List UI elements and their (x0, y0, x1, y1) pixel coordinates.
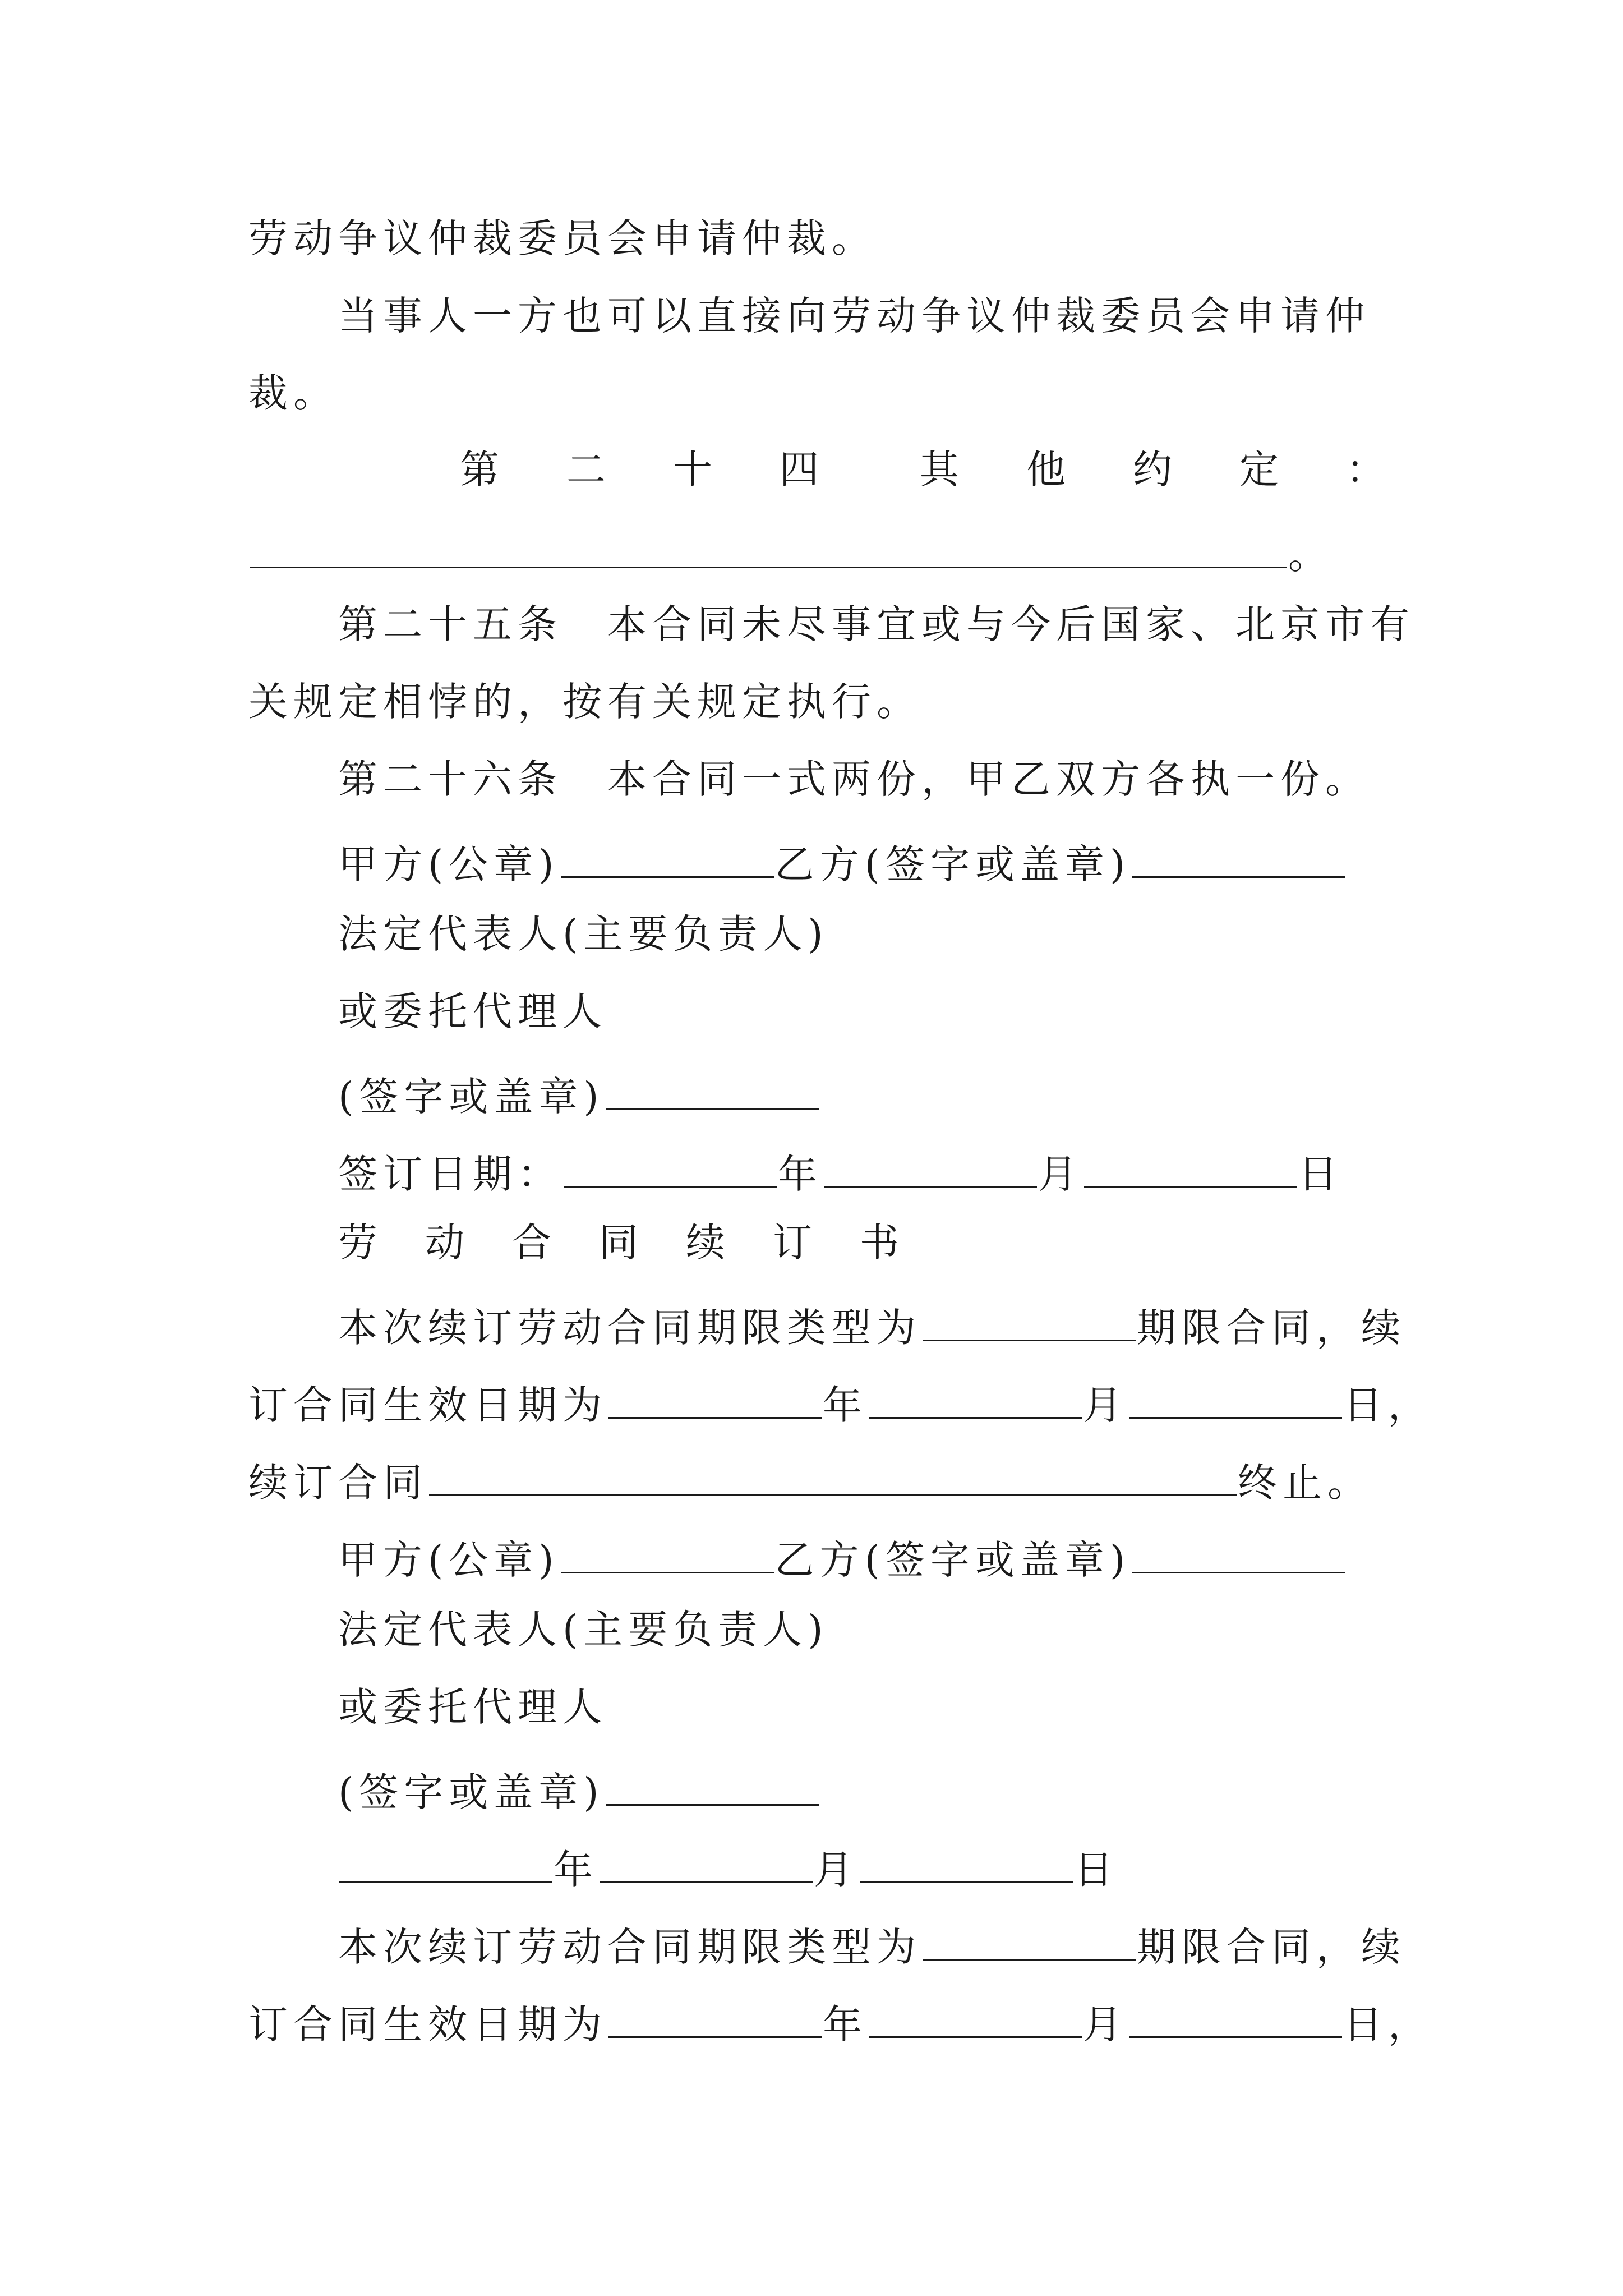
article-25-text: 关规定相悖的，按有关规定执行。 (248, 679, 921, 725)
text-line (338, 756, 1370, 802)
text-line (248, 370, 338, 416)
article-24-char: 他 (1026, 447, 1066, 493)
renewal-title-char: 同 (599, 1220, 638, 1266)
renewal-text: 本次续订劳动合同期限类型为 (338, 1305, 921, 1351)
day-label: 日， (1343, 1382, 1433, 1428)
article-24-char: 十 (673, 447, 712, 493)
party-a-label: 甲方(公章) (338, 1537, 560, 1583)
article-25-text: 第二十五条 本合同未尽事宜或与今后国家、北京市有 (338, 601, 1415, 647)
blank-line (869, 1378, 1082, 1419)
blank-line (1129, 1997, 1342, 2038)
text-line (248, 679, 921, 725)
sign-label: (签字或盖章) (338, 1769, 605, 1815)
renewal-text: 终止。 (1238, 1460, 1372, 1506)
renewal-text: 期限合同，续 (1137, 1924, 1406, 1970)
article-24-char: 其 (920, 447, 959, 493)
text-line (338, 1920, 1406, 1970)
text-line (248, 1997, 1433, 2047)
legal-rep-label: 法定代表人(主要负责人) (338, 1607, 829, 1653)
blank-line (564, 1147, 777, 1188)
renewal-title-char: 订 (773, 1220, 812, 1266)
party-b-label: 乙方(签字或盖章) (774, 1537, 1131, 1583)
year-label: 年 (778, 1151, 823, 1197)
renewal-text: 本次续订劳动合同期限类型为 (338, 1924, 921, 1970)
text-line (338, 988, 607, 1034)
blank-line (1084, 1147, 1297, 1188)
blank-line (600, 1842, 813, 1883)
blank-line (606, 1765, 819, 1806)
signature-line (338, 837, 1346, 887)
month-label: 月 (814, 1847, 859, 1893)
blank-line (1132, 837, 1345, 878)
blank-line (561, 837, 774, 878)
blank-line (561, 1533, 774, 1573)
text-line (338, 1684, 607, 1730)
article-26-text: 第二十六条 本合同一式两份，甲乙双方各执一份。 (338, 756, 1370, 802)
date-line (338, 1147, 1343, 1197)
party-b-label: 乙方(签字或盖章) (774, 841, 1131, 887)
year-label: 年 (554, 1847, 598, 1893)
blank-line (250, 527, 1287, 568)
text-line (248, 527, 1333, 578)
renewal-text: 续订合同 (248, 1460, 428, 1506)
signature-line (338, 1533, 1346, 1583)
renewal-text: 期限合同，续 (1137, 1305, 1406, 1351)
sign-date-label: 签订日期： (338, 1151, 562, 1197)
blank-line (1132, 1533, 1345, 1573)
text-line (338, 911, 829, 957)
blank-line (608, 1997, 822, 2038)
signature-line (338, 1765, 820, 1815)
day-label: 日， (1343, 2001, 1433, 2047)
month-label: 月 (1083, 1382, 1128, 1428)
article-24-char: 约 (1133, 447, 1172, 493)
article-24-char: 四 (780, 447, 819, 493)
blank-line (923, 1300, 1136, 1341)
agent-label: 或委托代理人 (338, 988, 607, 1034)
article-24-char: 二 (566, 447, 606, 493)
renewal-title-char: 劳 (338, 1220, 377, 1266)
year-label: 年 (823, 2001, 868, 2047)
renewal-title-char: 动 (425, 1220, 464, 1266)
blank-line (824, 1147, 1037, 1188)
renewal-title-char: 书 (860, 1220, 899, 1266)
article-24-char: ： (1346, 447, 1385, 493)
day-label: 日 (1074, 1847, 1119, 1893)
text-line (338, 293, 1370, 339)
renewal-title-char: 续 (686, 1220, 725, 1266)
party-a-label: 甲方(公章) (338, 841, 560, 887)
text-line (338, 1607, 829, 1653)
blank-line (429, 1455, 1237, 1496)
renewal-text: 订合同生效日期为 (248, 2001, 607, 2047)
article-24-char: 第 (460, 447, 499, 493)
text-line (248, 215, 877, 261)
month-label: 月 (1038, 1151, 1083, 1197)
blank-line (860, 1842, 1073, 1883)
text-line (248, 1378, 1433, 1428)
blank-line (923, 1920, 1136, 1961)
date-line (338, 1842, 1119, 1893)
signature-line (338, 1069, 820, 1120)
agent-label: 或委托代理人 (338, 1684, 607, 1730)
text-line (248, 1455, 1372, 1506)
legal-rep-label: 法定代表人(主要负责人) (338, 911, 829, 957)
day-label: 日 (1298, 1151, 1343, 1197)
renewal-text: 订合同生效日期为 (248, 1382, 607, 1428)
paragraph-text: 劳动争议仲裁委员会申请仲裁。 (248, 215, 877, 261)
blank-line (869, 1997, 1082, 2038)
blank-line (608, 1378, 822, 1419)
month-label: 月 (1083, 2001, 1128, 2047)
paragraph-text: 。 (1288, 532, 1333, 578)
paragraph-text: 当事人一方也可以直接向劳动争议仲裁委员会申请仲 (338, 293, 1370, 339)
text-line (338, 601, 1415, 647)
sign-label: (签字或盖章) (338, 1074, 605, 1120)
blank-line (339, 1842, 552, 1883)
text-line (338, 1300, 1406, 1351)
paragraph-text: 裁。 (248, 370, 338, 416)
article-24-char: 定 (1239, 447, 1279, 493)
blank-line (606, 1069, 819, 1110)
blank-line (1129, 1378, 1342, 1419)
year-label: 年 (823, 1382, 868, 1428)
renewal-title-char: 合 (512, 1220, 551, 1266)
